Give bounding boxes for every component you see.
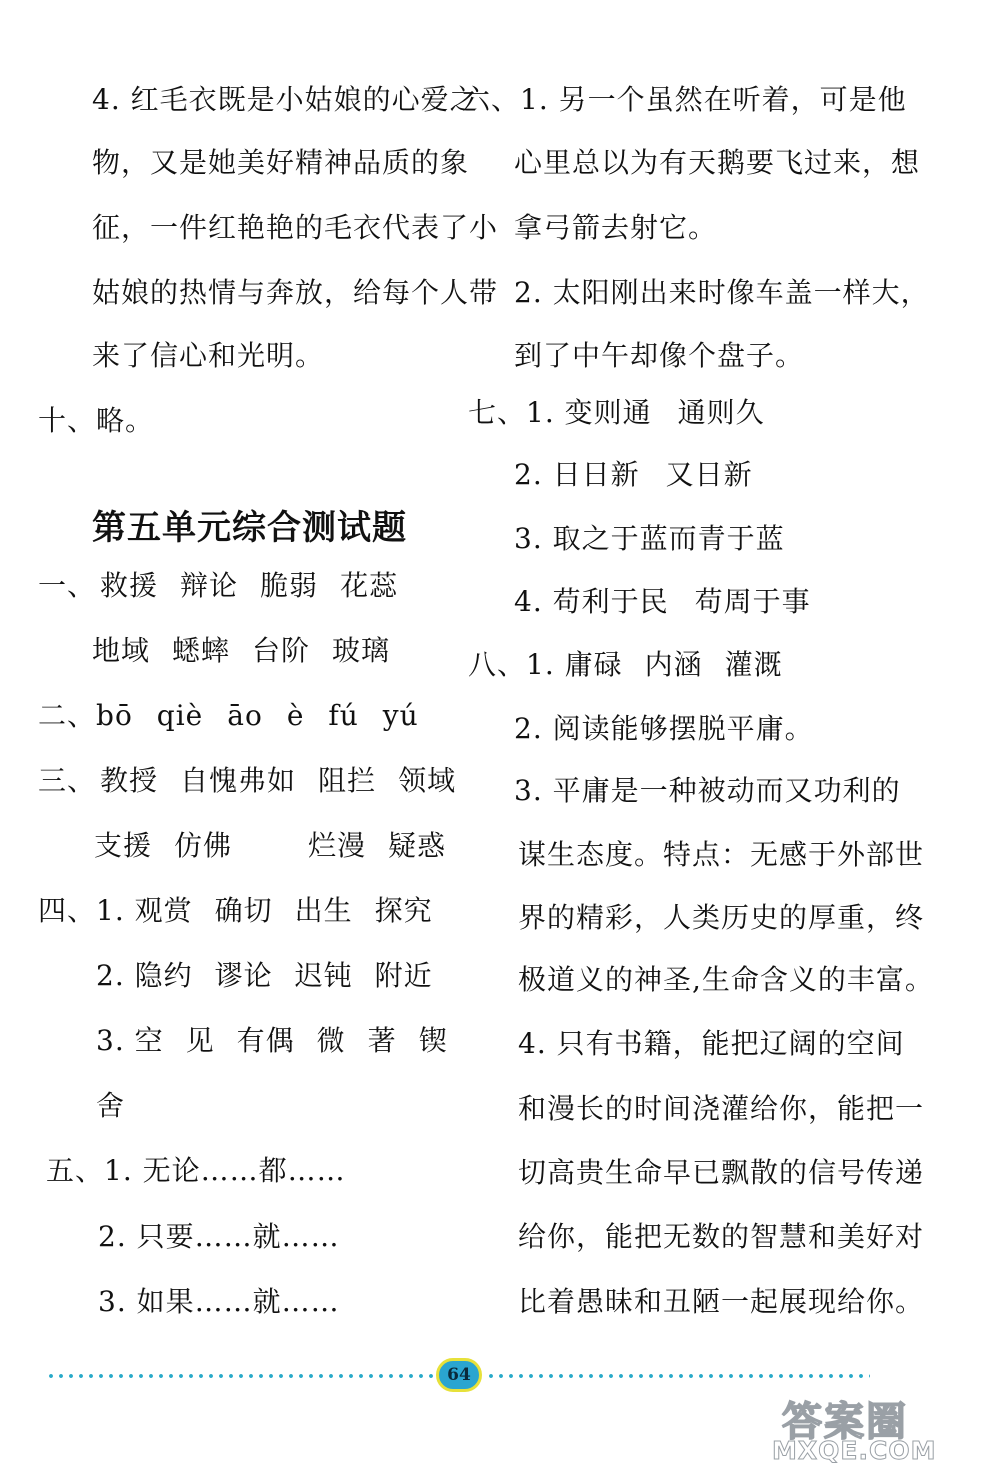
pinyin: qiè: [156, 699, 204, 732]
answer-1-row-1: [38, 568, 398, 604]
answer-word: 1. 庸碌: [526, 648, 623, 681]
answer-5-1: [46, 1153, 346, 1189]
answer-text: 1. 另一个虽然在听着，可是他: [520, 83, 907, 116]
answer-word: 灌溉: [724, 648, 783, 681]
answer-7-2: [514, 457, 753, 493]
answer-word: 阻拦: [318, 764, 377, 797]
answer-10: 十、略。: [38, 404, 155, 437]
answer-word: 救援: [100, 569, 159, 602]
answer-9-4-line-2: 物，又是她美好精神品质的象: [92, 146, 470, 179]
answer-word: 内涵: [644, 648, 703, 681]
answer-word: 2. 隐约: [96, 959, 193, 992]
answer-4-1: [38, 893, 433, 929]
answer-7-4: [514, 584, 811, 620]
answer-word: 著: [367, 1024, 397, 1057]
answer-phrase: 苟周于事: [694, 585, 811, 618]
answer-word: 疑惑: [388, 829, 447, 862]
answer-word: 出生: [294, 894, 353, 927]
page-number: 64: [447, 1365, 471, 1385]
answer-6-1-line-3: 拿弓箭去射它。: [514, 211, 718, 244]
answer-9-4-line-1: 4. 红毛衣既是小姑娘的心爱之: [92, 83, 479, 116]
answer-5-3: 3. 如果……就……: [98, 1285, 340, 1318]
answer-4-3-cont: 舍: [96, 1089, 126, 1122]
answer-word: 玻璃: [332, 634, 391, 667]
answer-word: 见: [185, 1024, 215, 1057]
answer-phrase: 1. 无论……都……: [104, 1154, 346, 1187]
answer-word: 有偶: [236, 1024, 295, 1057]
answer-9-4-line-3: 征，一件红艳艳的毛衣代表了小: [92, 211, 499, 244]
section-label-6: 六、: [462, 83, 521, 116]
answer-word: 脆弱: [260, 569, 319, 602]
answer-word: 教授: [100, 764, 159, 797]
answer-2-pinyin: [38, 698, 419, 734]
answer-8-4-line-2: 和漫长的时间浇灌给你，能把一: [518, 1092, 925, 1125]
answer-7-1: [468, 395, 765, 431]
answer-word: 1. 观赏: [96, 894, 193, 927]
answer-5-2: 2. 只要……就……: [98, 1220, 340, 1253]
answer-6-2-line-1: 2. 太阳刚出来时像车盖一样大，: [514, 276, 930, 309]
answer-6-2-line-2: 到了中午却像个盘子。: [514, 339, 805, 372]
answer-word: 微: [316, 1024, 346, 1057]
answer-word: 地域: [92, 634, 151, 667]
answer-word: 蟋蟀: [172, 634, 231, 667]
answer-8-3-line-4: 极道义的神圣,生命含义的丰富。: [518, 963, 934, 996]
answer-word: 烂漫: [308, 829, 367, 862]
pinyin: yú: [382, 699, 419, 732]
answer-8-4-line-5: 比着愚昧和丑陋一起展现给你。: [518, 1285, 925, 1318]
section-label-8: 八、: [468, 648, 527, 681]
answer-8-3-line-3: 界的精彩，人类历史的厚重，终: [518, 901, 925, 934]
answer-8-1: [468, 647, 783, 683]
answer-9-4-line-5: 来了信心和光明。: [92, 339, 325, 372]
section-label-1: 一、: [38, 569, 97, 602]
answer-3-row-1: [38, 763, 456, 799]
answer-word: 探究: [374, 894, 433, 927]
footer-dotted-rule-left: [46, 1370, 434, 1382]
answer-6-1-line-1: [462, 82, 907, 118]
answer-phrase: 1. 变则通: [526, 396, 652, 429]
answer-word: 花蕊: [340, 569, 399, 602]
answer-word: 台阶: [252, 634, 311, 667]
section-label-7: 七、: [468, 396, 527, 429]
answer-8-4-line-4: 给你，能把无数的智慧和美好对: [518, 1220, 925, 1253]
answer-4-3: [96, 1023, 448, 1059]
answer-6-1-line-2: 心里总以为有天鹅要飞过来，想: [514, 146, 921, 179]
answer-word: 辩论: [180, 569, 239, 602]
page-number-badge: [436, 1358, 482, 1392]
pinyin: fú: [328, 699, 359, 732]
answer-word: 领域: [398, 764, 457, 797]
answer-word: 自愧弗如: [180, 764, 297, 797]
watermark-url: MXQE.COM: [772, 1436, 937, 1465]
section-label-4: 四、: [38, 894, 97, 927]
answer-phrase: 2. 日日新: [514, 458, 640, 491]
answer-8-3-line-1: 3. 平庸是一种被动而又功利的: [514, 774, 901, 807]
answer-8-2: 2. 阅读能够摆脱平庸。: [514, 712, 814, 745]
section-label-5: 五、: [46, 1154, 105, 1187]
pinyin: āo: [227, 699, 263, 732]
answer-word: 3. 空: [96, 1024, 164, 1057]
section-label-3: 三、: [38, 764, 97, 797]
answer-8-4-line-1: 4. 只有书籍，能把辽阔的空间: [518, 1027, 905, 1060]
answer-word: 仿佛: [174, 829, 233, 862]
answer-phrase: 通则久: [677, 396, 765, 429]
answer-word: 谬论: [214, 959, 273, 992]
answer-word: 附近: [374, 959, 433, 992]
answer-8-3-line-2: 谋生态度。特点：无感于外部世: [518, 838, 925, 871]
section-label-2: 二、: [38, 699, 97, 732]
footer-dotted-rule-right: [486, 1370, 870, 1382]
answer-9-4-line-4: 姑娘的热情与奔放，给每个人带: [92, 276, 499, 309]
pinyin: bō: [96, 699, 133, 732]
answer-7-3: 3. 取之于蓝而青于蓝: [514, 522, 785, 555]
answer-8-4-line-3: 切高贵生命早已飘散的信号传递: [518, 1156, 925, 1189]
answer-phrase: 4. 苟利于民: [514, 585, 669, 618]
answer-word: 支援: [94, 829, 153, 862]
answer-3-row-2: [94, 828, 446, 864]
unit-title: 第五单元综合测试题: [92, 508, 407, 548]
answer-4-2: [96, 958, 433, 994]
watermark-glyphs: 答案圈: [782, 1399, 908, 1445]
answer-word: 确切: [214, 894, 273, 927]
pinyin: è: [286, 699, 305, 732]
answer-phrase: 又日新: [665, 458, 753, 491]
answer-word: 迟钝: [294, 959, 353, 992]
watermark-logo: [772, 1392, 994, 1465]
answer-1-row-2: [92, 633, 390, 669]
answer-word: 锲: [418, 1024, 448, 1057]
